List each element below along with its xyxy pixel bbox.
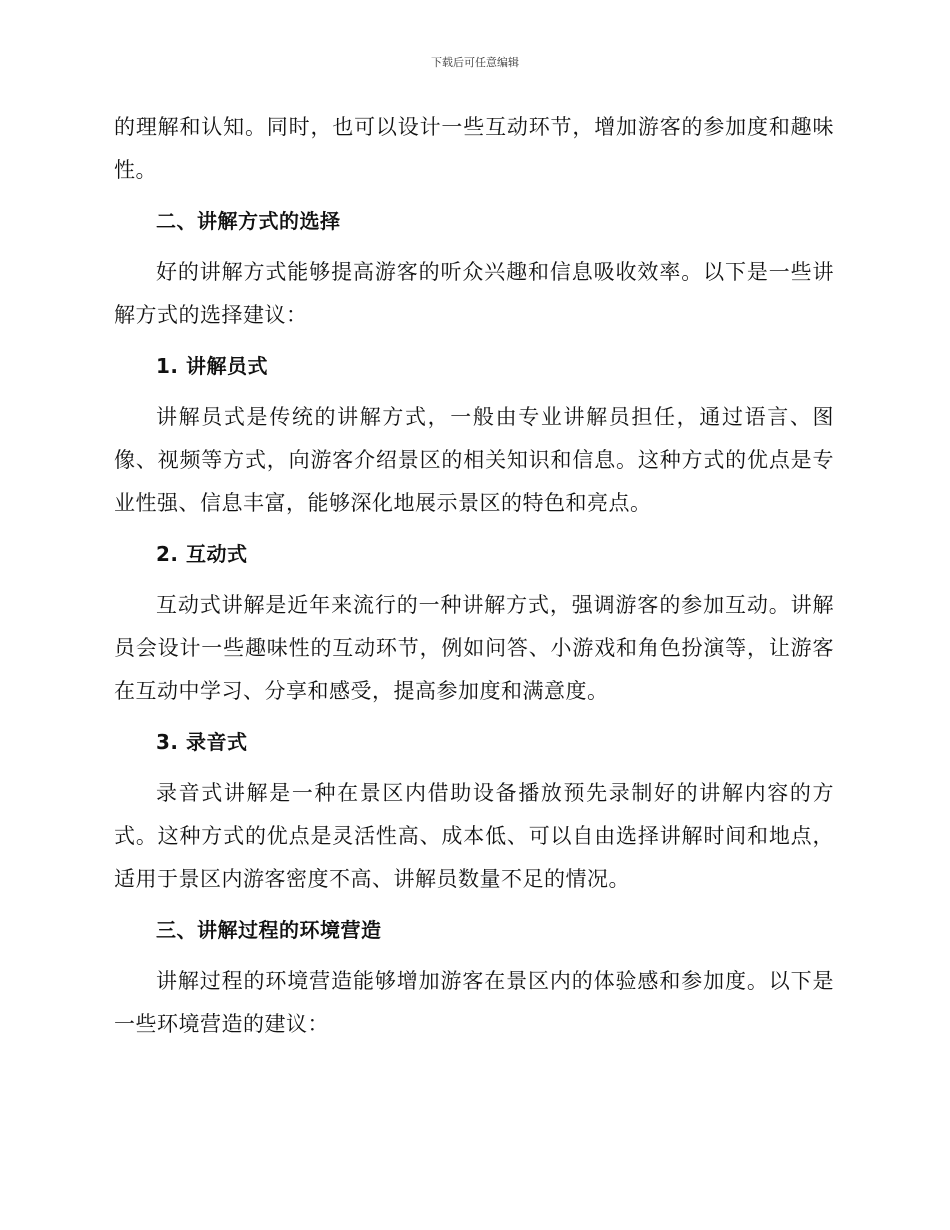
document-body: [114, 106, 834, 1054]
paragraph-interactive-style: 互动式讲解是近年来流行的一种讲解方式，强调游客的参加互动。讲解员会设计一些趣味性的互动环节，例如问答、小游戏和角色扮演等，让游客在互动中学习、分享和感受，提高参加度和满意度。: [114, 593, 834, 703]
subheading-interactive-style: 2. 互动式: [156, 542, 248, 566]
subheading-recording-style: 3. 录音式: [156, 730, 248, 754]
paragraph-continuation: 的理解和认知。同时，也可以设计一些互动环节，增加游客的参加度和趣味性。: [114, 115, 834, 182]
page-header: 下载后可任意编辑: [431, 56, 519, 69]
paragraph-environment: 讲解过程的环境营造能够增加游客在景区内的体验感和参加度。以下是一些环境营造的建议：: [114, 969, 834, 1036]
section-heading-3: 三、讲解过程的环境营造: [156, 918, 382, 942]
paragraph-intro-methods: 好的讲解方式能够提高游客的听众兴趣和信息吸收效率。以下是一些讲解方式的选择建议：: [114, 260, 834, 327]
paragraph-guide-style: 讲解员式是传统的讲解方式，一般由专业讲解员担任，通过语言、图像、视频等方式，向游客介绍景区的相关知识和信息。这种方式的优点是专业性强、信息丰富，能够深化地展示景区的特色和亮点。: [114, 405, 834, 515]
section-heading-2: 二、讲解方式的选择: [156, 209, 341, 233]
subheading-guide-style: 1. 讲解员式: [156, 354, 268, 378]
paragraph-recording-style: 录音式讲解是一种在景区内借助设备播放预先录制好的讲解内容的方式。这种方式的优点是灵活性高、成本低、可以自由选择讲解时间和地点，适用于景区内游客密度不高、讲解员数量不足的情况。: [114, 781, 834, 891]
